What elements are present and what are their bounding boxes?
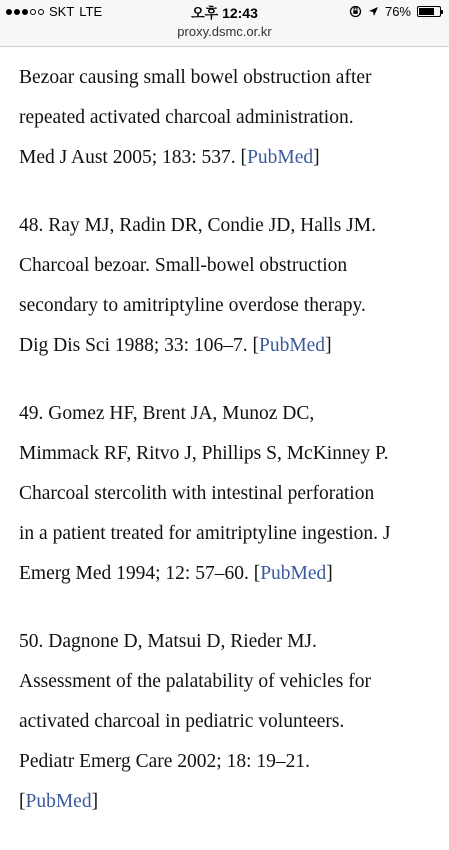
pubmed-link[interactable]: PubMed: [260, 563, 327, 584]
pubmed-link[interactable]: PubMed: [247, 147, 314, 168]
reference-item: [19, 394, 439, 594]
reference-text: Bezoar causing small bowel obstruction after repeated activated charcoal administration. Med J Aust 2005; 183: 537. [: [19, 67, 372, 168]
bracket-close: ]: [326, 563, 333, 584]
status-time: 오후 12:43: [191, 5, 258, 21]
pubmed-link[interactable]: PubMed: [25, 791, 92, 812]
reference-text: 49. Gomez HF, Brent JA, Munoz DC, Mimmack RF, Ritvo J, Phillips S, McKinney P. Charcoal stercolith with intestinal perforation in a patient treated for amitriptyline ingestion. J Emerg Med 1994; 12: 57–60. [: [19, 403, 391, 584]
rotation-lock-icon: [349, 5, 362, 18]
reference-item: [19, 622, 439, 822]
reference-text: 50. Dagnone D, Matsui D, Rieder MJ. Assessment of the palatability of vehicles for activated charcoal in pediatric volunteers. Pediatr Emerg Care 2002; 18: 19–21. [: [19, 631, 371, 812]
bracket-close: ]: [325, 335, 332, 356]
reference-item: [19, 206, 439, 366]
carrier-name: SKT: [49, 4, 75, 19]
battery-percent: 76%: [384, 4, 411, 19]
address-bar[interactable]: [0, 22, 449, 47]
network-type: LTE: [79, 4, 103, 19]
pubmed-link[interactable]: PubMed: [258, 335, 326, 356]
location-arrow-icon: [368, 6, 379, 17]
status-right: [349, 4, 441, 19]
bracket-close: ]: [313, 147, 320, 168]
reference-list: [19, 58, 439, 850]
url-text[interactable]: proxy.dsmc.or.kr: [177, 24, 272, 39]
reference-item: [19, 58, 439, 178]
bracket-close: ]: [91, 791, 99, 812]
reference-text: 48. Ray MJ, Radin DR, Condie JD, Halls JM. Charcoal bezoar. Small-bowel obstruction secondary to amitriptyline overdose therapy. Dig Dis Sci 1988; 33: 106–7. [: [19, 215, 376, 356]
battery-icon: [417, 6, 441, 17]
status-bar: [0, 0, 449, 22]
